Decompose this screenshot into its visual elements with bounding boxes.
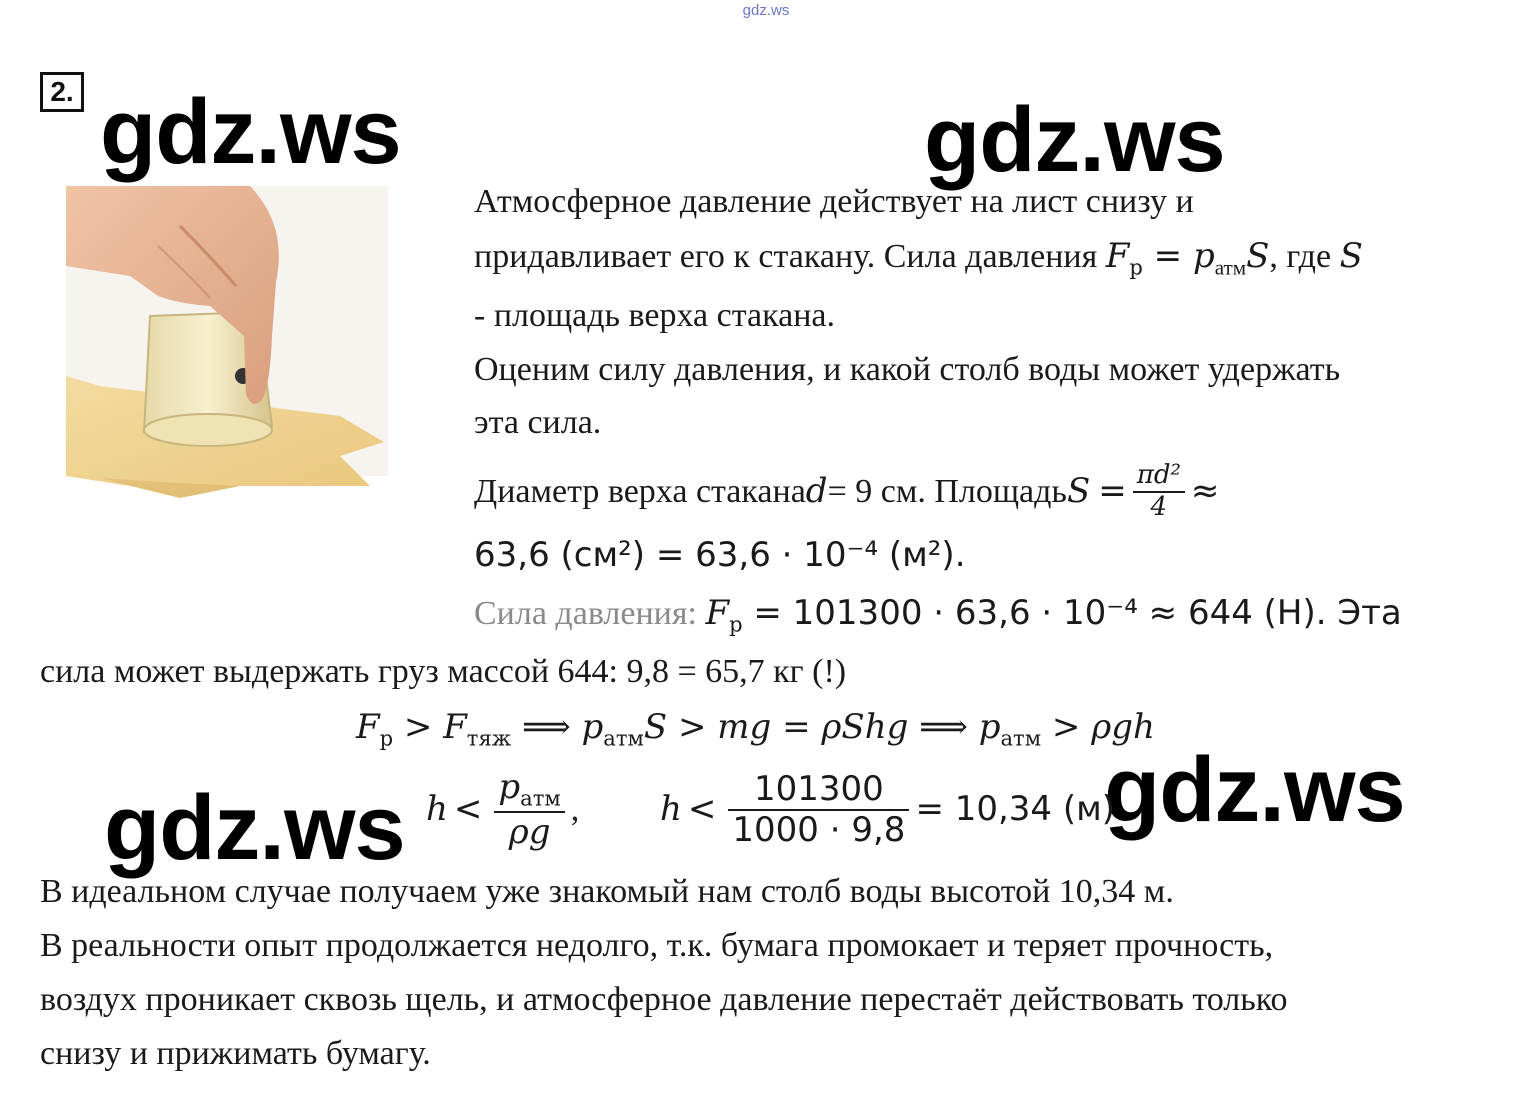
fraction-numerator: πd²: [1133, 461, 1185, 493]
text-segment: = 9 см. Площадь: [827, 473, 1067, 511]
paragraph-line: В идеальном случае получаем уже знакомый нам столб воды высотой 10,34 м.: [40, 873, 1174, 910]
paragraph-line: сила может выдержать груз массой 644: 9,8 = 65,7 кг (!): [40, 653, 847, 690]
formula-gt: >: [393, 707, 444, 747]
text-segment: Сила давления:: [474, 595, 706, 632]
formula-result: = 10,34 (м): [915, 789, 1116, 830]
text-segment: = 101300 · 63,6 · 10⁻⁴ ≈ 644 (Н). Эта: [742, 593, 1402, 633]
formula-S: S: [643, 707, 668, 747]
paragraph-line-with-formula: [474, 237, 1363, 280]
fraction-denominator: 1000 · 9,8: [732, 810, 906, 850]
formula-chain: [356, 708, 1155, 751]
text-segment: Диаметр верха стакана: [474, 473, 806, 511]
formula-F: F: [356, 707, 380, 747]
formula-F: F: [443, 707, 467, 747]
paragraph-line: эта сила.: [474, 404, 602, 441]
paragraph-line: - площадь верха стакана.: [474, 297, 835, 334]
formula-sub: атм: [1214, 255, 1247, 280]
formula-comma: ,: [570, 791, 580, 829]
formula-S: S: [1339, 236, 1363, 276]
formula-chain-tail: > ρgh: [1041, 707, 1155, 747]
experiment-photo: [40, 186, 392, 578]
formula-F: F: [1105, 236, 1130, 276]
formula-approx: ≈: [1190, 471, 1220, 512]
formula-sub: атм: [603, 725, 644, 751]
paragraph-line: снизу и прижимать бумагу.: [40, 1035, 431, 1072]
text-segment: придавливает его к стакану. Сила давления: [474, 238, 1106, 275]
formula-lt: <: [687, 789, 717, 830]
formula-sub: р: [729, 611, 743, 637]
formula-inequality-left: [426, 760, 579, 860]
formula-p: p: [1192, 236, 1215, 276]
paragraph-line: воздух проникает сквозь щель, и атмосферное давление перестаёт действовать только: [40, 981, 1288, 1018]
formula-F: F: [705, 593, 730, 633]
formula-sub: р: [1129, 254, 1143, 280]
fraction-denominator: 4: [1150, 492, 1168, 522]
task-number-box: 2.: [40, 72, 84, 112]
fraction-denominator: ρg: [508, 811, 551, 852]
formula-sub: атм: [1000, 725, 1042, 751]
h-value-fraction: [728, 770, 909, 850]
formula-h: h: [426, 789, 448, 830]
formula-sub: р: [379, 725, 394, 751]
paragraph-line-with-formula: [474, 452, 1219, 532]
formula-chain-mid: > mg = ρShg ⟹: [667, 707, 979, 747]
formula-eq: =: [1153, 236, 1183, 276]
formula-p: p: [978, 707, 1001, 747]
area-fraction: [1133, 461, 1185, 523]
formula-inequality-right: [660, 760, 1115, 860]
watermark: gdz.ws: [924, 89, 1225, 191]
paragraph-line: 63,6 (см²) = 63,6 · 10⁻⁴ (м²).: [474, 535, 966, 575]
fraction-numerator: 101300: [728, 770, 909, 811]
formula-sub: тяж: [466, 725, 512, 751]
paragraph-line-with-formula: [474, 594, 1402, 637]
formula-S: S: [1066, 471, 1091, 512]
h-fraction: [494, 768, 564, 852]
formula-d: d: [805, 471, 828, 512]
text-segment: , где: [1269, 238, 1340, 275]
hand-glass-paper-illustration: [40, 186, 392, 578]
formula-eq: =: [1098, 471, 1127, 512]
paragraph-line: Оценим силу давления, и какой столб воды может удержать: [474, 351, 1341, 388]
watermark: gdz.ws: [100, 81, 401, 183]
watermark: gdz.ws: [104, 777, 405, 879]
formula-implies: ⟹: [511, 707, 582, 747]
paragraph-line: Атмосферное давление действует на лист снизу и: [474, 183, 1194, 220]
site-link-top[interactable]: gdz.ws: [742, 2, 790, 19]
paragraph-line: В реальности опыт продолжается недолго, т.к. бумага промокает и теряет прочность,: [40, 927, 1274, 964]
fraction-numerator: $p_{атм}$: [494, 768, 564, 813]
watermark: gdz.ws: [1104, 739, 1405, 841]
formula-h: h: [660, 789, 682, 830]
formula-lt: <: [453, 789, 483, 830]
formula-p: p: [581, 707, 604, 747]
formula-S: S: [1246, 236, 1270, 276]
